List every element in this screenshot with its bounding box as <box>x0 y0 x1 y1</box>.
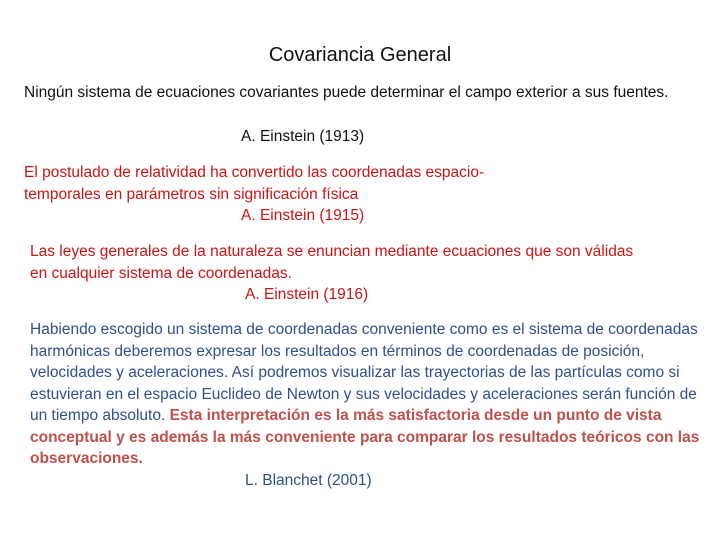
quote-einstein-1916 <box>30 241 650 284</box>
quote-text-line-1: El postulado de relatividad ha convertido las coordenadas espacio- <box>24 164 485 181</box>
attribution-blanchet-2001: L. Blanchet (2001) <box>245 472 372 489</box>
attribution-einstein-1915: A. Einstein (1915) <box>241 207 365 224</box>
quote-emphasis: Esta interpretación es la más satisfactoria desde un punto de vista conceptual y es además la más conveniente para comparar los resultados teóricos con las observaciones. <box>30 407 700 467</box>
attribution-einstein-1913: A. Einstein (1913) <box>241 128 365 145</box>
quote-text: Ningún sistema de ecuaciones covariantes puede determinar el campo exterior a sus fuentes. <box>24 84 669 101</box>
quote-einstein-1915 <box>24 162 544 205</box>
attribution-einstein-1916: A. Einstein (1916) <box>245 286 369 303</box>
quote-einstein-1913 <box>24 82 684 104</box>
quote-blanchet-2001 <box>30 319 700 470</box>
quote-text: Las leyes generales de la naturaleza se enuncian mediante ecuaciones que son válidas en cualquier sistema de coordenadas. <box>30 243 634 282</box>
slide-title: Covariancia General <box>268 44 452 66</box>
quote-text: Habiendo escogido un sistema de coordenadas conveniente como es el sistema de coordenadas harmónicas deberemos expresar los resultados en términos de coordenadas de posición, velocidades y aceleraciones. Así podremos visualizar las trayectorias de las partículas como si estuvieran en el espacio Euclideo de Newton y sus velocidades y aceleraciones serán función de un tiempo absoluto. <box>30 321 698 424</box>
quote-text-line-2: temporales en parámetros sin significación física <box>24 185 359 203</box>
